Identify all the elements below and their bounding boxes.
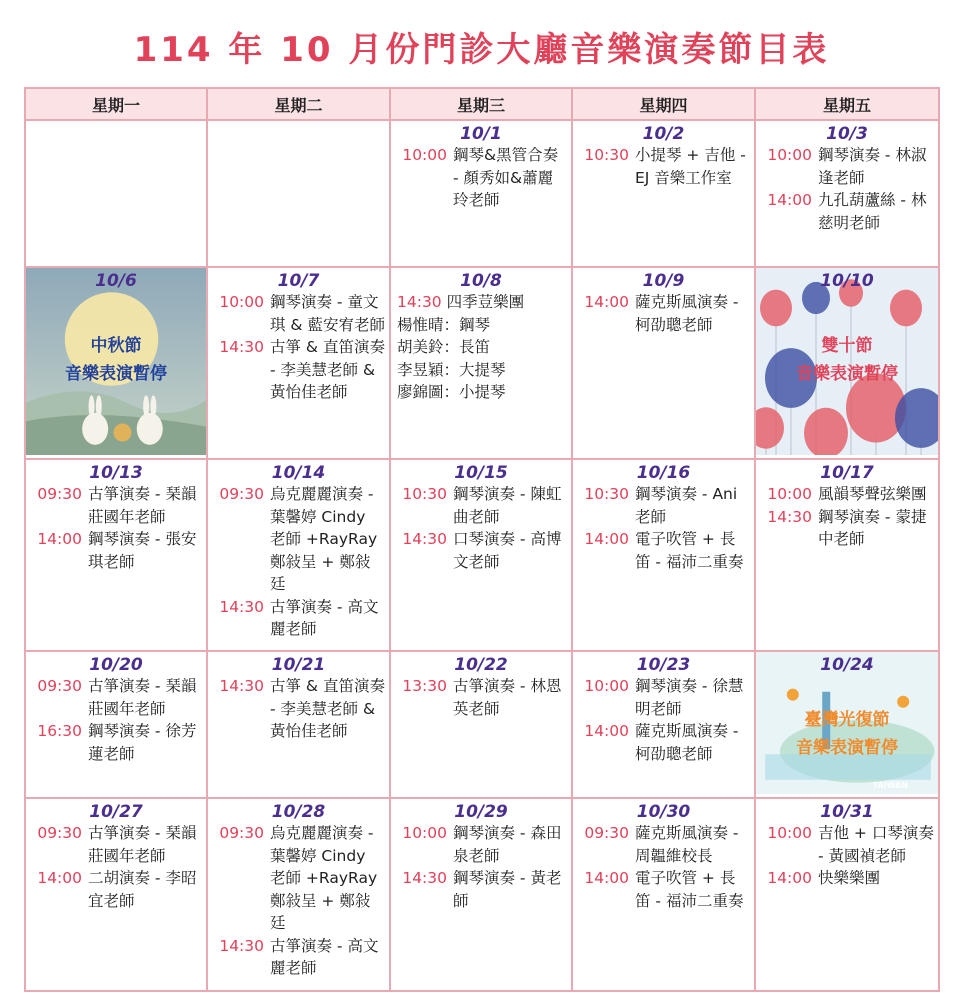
day-content [391, 124, 571, 266]
event-time: 10:30 [402, 485, 447, 503]
day-cell [572, 120, 755, 267]
event-desc: 小提琴 + 吉他 - EJ 音樂工作室 [635, 146, 746, 187]
event-desc: 鋼琴演奏 - 蒙捷中老師 [818, 507, 927, 548]
date-label: 10/8 [460, 271, 502, 291]
event-time: 10:00 [219, 293, 264, 311]
day-content [573, 655, 754, 797]
date-label: 10/6 [95, 271, 137, 291]
day-content [208, 655, 389, 797]
holiday-panel [26, 268, 206, 455]
event-item [756, 483, 938, 506]
event-time: 10:00 [767, 485, 812, 503]
day-content [391, 463, 571, 650]
day-cell [25, 798, 207, 991]
day-cell [390, 267, 572, 459]
week-row [25, 267, 939, 459]
event-item [573, 675, 754, 720]
event-item [391, 483, 571, 528]
event-item [26, 720, 206, 765]
event-item [391, 291, 571, 314]
taiwan-tag: TAIWAN [872, 781, 908, 790]
event-item [756, 144, 938, 189]
date-label: 10/16 [636, 463, 691, 483]
day-cell [25, 459, 207, 651]
event-desc: 風韻琴聲弦樂團 [818, 485, 927, 503]
day-content [391, 802, 571, 990]
event-item [26, 528, 206, 573]
event-time: 14:00 [37, 530, 82, 548]
event-desc: 烏克麗麗演奏 - 葉馨婷 Cindy 老師 +RayRay 鄭敍呈 + 鄭敍廷 [270, 824, 378, 932]
day-content [573, 802, 754, 990]
event-desc: 鋼琴演奏 - 森田泉老師 [453, 824, 562, 865]
event-desc: 鋼琴演奏 - 張安琪老師 [88, 530, 197, 571]
day-cell [207, 651, 390, 798]
event-time: 14:30 [219, 677, 264, 695]
event-time: 10:30 [584, 485, 629, 503]
event-time: 09:30 [37, 824, 82, 842]
event-item [756, 506, 938, 551]
date-label: 10/1 [460, 124, 502, 144]
event-time: 10:00 [402, 146, 447, 164]
day-content [756, 124, 938, 266]
event-time: 09:30 [219, 485, 264, 503]
event-item [391, 822, 571, 867]
event-desc: 古箏演奏 - 林恩英老師 [453, 677, 562, 718]
event-time: 14:30 [402, 530, 447, 548]
holiday-name: 雙十節 [821, 335, 873, 356]
event-desc: 電子吹管 + 長笛 - 福沛二重奏 [635, 869, 744, 910]
week-row [25, 459, 939, 651]
date-label: 10/22 [454, 655, 508, 675]
event-desc: 薩克斯風演奏 - 周韞維校長 [635, 824, 739, 865]
event-time: 10:00 [767, 146, 812, 164]
week-row [25, 651, 939, 798]
day-content [573, 271, 754, 458]
event-time: 14:30 [219, 936, 264, 955]
event-desc: 鋼琴演奏 - 黃老師 [453, 869, 562, 910]
event-desc: 鋼琴演奏 - 林淑逢老師 [818, 146, 927, 187]
holiday-name: 中秋節 [90, 335, 142, 356]
header-wednesday: 星期三 [390, 88, 572, 120]
date-label: 10/3 [826, 124, 868, 144]
day-content [208, 121, 389, 263]
holiday-panel [756, 652, 938, 794]
header-thursday: 星期四 [572, 88, 755, 120]
event-item [756, 822, 938, 867]
day-cell [572, 651, 755, 798]
event-time: 14:00 [37, 869, 82, 887]
event-time: 13:30 [402, 677, 447, 695]
day-content [573, 124, 754, 266]
performer-line: 胡美鈴：長笛 [397, 338, 491, 356]
day-cell [207, 798, 390, 991]
event-desc: 吉他 + 口琴演奏 - 黃國禎老師 [818, 824, 934, 865]
performer-line: 李昱穎：大提琴 [397, 360, 506, 379]
event-item [573, 291, 754, 336]
event-item [26, 483, 206, 528]
date-label: 10/9 [642, 271, 685, 291]
event-time: 14:30 [219, 597, 264, 616]
event-desc: 古箏演奏 - 高文麗老師 [270, 936, 379, 977]
event-item [391, 675, 571, 720]
event-time: 14:00 [584, 722, 629, 740]
event-time: 14:00 [584, 530, 629, 548]
event-desc: 鋼琴演奏 - 徐芳蓮老師 [88, 722, 197, 763]
event-item [573, 822, 754, 867]
event-time: 10:30 [584, 146, 629, 164]
schedule-table [24, 87, 940, 992]
event-desc: 古箏演奏 - 琹韻莊國年老師 [88, 485, 197, 526]
date-label: 10/21 [271, 655, 326, 675]
date-label: 10/15 [454, 463, 508, 483]
event-item [26, 822, 206, 867]
event-time: 09:30 [37, 677, 82, 695]
header-row [25, 88, 939, 120]
event-desc: 烏克麗麗演奏 - 葉馨婷 Cindy 老師 +RayRay 鄭敍呈 + 鄭敍廷 [270, 485, 378, 593]
event-desc: 古箏演奏 - 琹韻莊國年老師 [88, 824, 197, 865]
date-label: 10/10 [820, 271, 874, 291]
date-label: 10/23 [636, 655, 691, 675]
day-cell [25, 120, 207, 267]
performer-line: 楊惟晴：鋼琴 [397, 315, 491, 334]
day-content [26, 655, 206, 797]
event-item [208, 291, 389, 336]
day-content [208, 463, 389, 650]
holiday-panel [756, 268, 938, 455]
day-content [208, 271, 389, 458]
date-label: 10/30 [636, 802, 691, 822]
header-friday: 星期五 [755, 88, 939, 120]
event-time: 09:30 [37, 485, 82, 503]
week-row [25, 120, 939, 267]
day-content [26, 268, 206, 455]
event-item [26, 675, 206, 720]
event-desc: 鋼琴&黑管合奏 - 顏秀如&蕭麗玲老師 [453, 146, 559, 209]
day-cell [207, 120, 390, 267]
day-content [391, 655, 571, 797]
day-content [26, 121, 206, 263]
day-cell [207, 459, 390, 651]
day-cell [572, 459, 755, 651]
event-desc: 二胡演奏 - 李昭宜老師 [88, 869, 197, 910]
event-time: 14:30 [767, 507, 812, 526]
date-label: 10/20 [89, 655, 143, 675]
event-desc: 鋼琴演奏 - 童文琪 & 藍安宥老師 [270, 293, 385, 334]
event-time: 09:30 [584, 824, 629, 842]
date-label: 10/29 [454, 802, 508, 822]
date-label: 10/13 [89, 463, 143, 483]
event-desc: 四季荳樂團 [446, 293, 525, 311]
event-item [208, 675, 389, 743]
day-cell [572, 798, 755, 991]
day-cell [207, 267, 390, 459]
event-desc: 鋼琴演奏 - 陳虹曲老師 [453, 485, 562, 526]
date-label: 10/17 [820, 463, 874, 483]
event-time: 14:00 [767, 869, 812, 887]
holiday-notice: 音樂表演暫停 [65, 363, 167, 384]
event-desc: 古箏演奏 - 高文麗老師 [270, 597, 379, 638]
day-content [391, 271, 571, 458]
day-content [756, 463, 938, 650]
date-label: 10/27 [89, 802, 143, 822]
header-monday: 星期一 [25, 88, 207, 120]
event-desc: 鋼琴演奏 - Ani 老師 [635, 485, 738, 526]
event-item [573, 720, 754, 765]
event-desc: 快樂樂團 [818, 869, 881, 887]
date-label: 10/7 [277, 271, 320, 291]
event-item [208, 935, 389, 980]
event-item [26, 867, 206, 912]
holiday-notice: 音樂表演暫停 [796, 363, 898, 384]
event-item [573, 528, 754, 573]
event-time: 10:00 [584, 677, 629, 695]
event-time: 16:30 [37, 722, 82, 740]
event-time: 09:30 [219, 824, 264, 842]
event-item [391, 867, 571, 912]
day-cell [755, 798, 939, 991]
event-time: 14:00 [767, 191, 812, 209]
day-cell [390, 459, 572, 651]
event-time: 10:00 [767, 824, 812, 842]
day-cell [755, 120, 939, 267]
day-cell [755, 267, 939, 459]
header-tuesday: 星期二 [207, 88, 390, 120]
day-cell [390, 120, 572, 267]
event-item [208, 596, 389, 641]
event-item [573, 483, 754, 528]
holiday-notice: 音樂表演暫停 [796, 737, 898, 758]
event-item [208, 336, 389, 404]
holiday-name: 臺灣光復節 [804, 709, 890, 730]
event-item [208, 483, 389, 596]
day-cell [390, 798, 572, 991]
day-content [573, 463, 754, 650]
day-content [26, 463, 206, 650]
event-desc: 電子吹管 + 長笛 - 福沛二重奏 [635, 530, 744, 571]
date-label: 10/28 [271, 802, 326, 822]
day-cell [25, 267, 207, 459]
day-cell [390, 651, 572, 798]
day-cell [755, 651, 939, 798]
performer-line: 廖錦圖：小提琴 [397, 383, 506, 401]
event-desc: 古箏演奏 - 琹韻莊國年老師 [88, 677, 197, 718]
event-desc: 薩克斯風演奏 - 柯劭聰老師 [635, 722, 739, 763]
date-label: 10/2 [642, 124, 685, 144]
event-time: 10:00 [402, 824, 447, 842]
date-label: 10/31 [820, 802, 874, 822]
event-item [573, 144, 754, 189]
day-content [26, 802, 206, 990]
day-content [756, 802, 938, 990]
event-desc: 薩克斯風演奏 - 柯劭聰老師 [635, 293, 739, 334]
event-item [391, 528, 571, 573]
event-time: 14:30 [219, 338, 264, 356]
day-cell [25, 651, 207, 798]
event-desc: 口琴演奏 - 高博文老師 [453, 530, 562, 571]
day-content [208, 802, 389, 990]
event-item [208, 822, 389, 935]
event-item [573, 867, 754, 912]
event-time: 14:30 [397, 293, 442, 311]
event-time: 14:30 [402, 869, 447, 887]
date-label: 10/24 [820, 655, 874, 675]
event-item [756, 867, 938, 890]
page-title: 114 年 10 月份門診大廳音樂演奏節目表 [133, 30, 830, 70]
event-desc: 古箏 & 直笛演奏 - 李美慧老師 & 黃怡佳老師 [270, 338, 385, 401]
event-desc: 鋼琴演奏 - 徐慧明老師 [635, 677, 744, 718]
date-label: 10/14 [271, 463, 326, 483]
event-time: 14:00 [584, 293, 629, 311]
event-desc: 九孔葫蘆絲 - 林慈明老師 [818, 191, 927, 232]
day-cell [572, 267, 755, 459]
day-content [756, 652, 938, 794]
event-desc: 古箏 & 直笛演奏 - 李美慧老師 & 黃怡佳老師 [270, 677, 385, 740]
event-item [756, 189, 938, 234]
event-time: 14:00 [584, 869, 629, 887]
day-content [756, 268, 938, 455]
week-row [25, 798, 939, 991]
day-cell [755, 459, 939, 651]
event-item [391, 144, 571, 212]
